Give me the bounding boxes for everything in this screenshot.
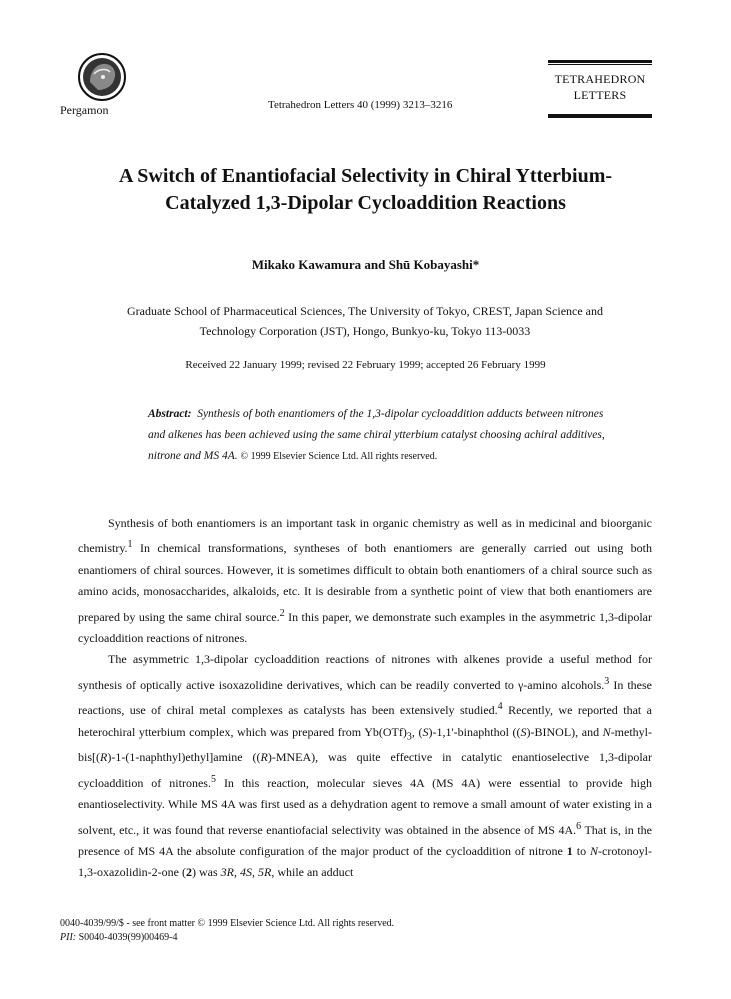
page-footer — [60, 917, 394, 945]
received-dates: Received 22 January 1999; revised 22 February 1999; accepted 26 February 1999 — [185, 359, 546, 371]
masthead-bottom-rule — [548, 115, 652, 118]
body-paragraph-1: Synthesis of both enantiomers is an important task in organic chemistry as well as in medicinal and bioorganic chemistry.$^1$ In chemical transformations, syntheses of both enantiomers are generally carried out using both enantiomers of chiral sources. However, it is sometimes difficult to obtain both enantiomers of a chiral source such as amino acids, monosaccharides, alkaloids, etc. It is desirable from a synthetic point of view that both enantiomers are prepared by using the same chiral source.$^2$ In this paper, we demonstrate such examples in the asymmetric 1,3-dipolar cycloaddition reactions of nitrones. — [78, 516, 652, 646]
publisher-name: Pergamon — [60, 103, 109, 117]
title-line-2: Catalyzed 1,3-Dipolar Cycloaddition Reactions — [165, 192, 566, 214]
article-title — [60, 163, 671, 217]
article-body — [78, 513, 652, 884]
affiliation — [100, 301, 630, 341]
journal-name-line1: TETRAHEDRON — [554, 72, 646, 86]
abstract-copyright: © 1999 Elsevier Science Ltd. All rights reserved. — [240, 451, 438, 462]
abstract-text: Synthesis of both enantiomers of the 1,3-dipolar cycloaddition adducts between nitrones and alkenes has been achieved using the same chiral ytterbium catalyst choosing achiral additives, nitrone and MS 4A. — [148, 408, 605, 462]
abstract-label: Abstract: — [148, 408, 192, 420]
pergamon-emblem-icon — [76, 52, 128, 102]
affiliation-line-1: Graduate School of Pharmaceutical Sciences, The University of Tokyo, CREST, Japan Science and — [126, 304, 604, 318]
title-line-1: A Switch of Enantiofacial Selectivity in Chiral Ytterbium- — [118, 165, 613, 187]
affiliation-line-2: Technology Corporation (JST), Hongo, Bunkyo-ku, Tokyo 113-0033 — [199, 324, 531, 338]
journal-name — [548, 65, 652, 113]
journal-name-line2: LETTERS — [573, 88, 627, 102]
authors: Mikako Kawamura and Shū Kobayashi* — [251, 257, 480, 272]
footer-pii: PII: S0040-4039(99)00469-4 — [60, 932, 178, 943]
masthead-top-rule — [548, 60, 652, 63]
body-paragraph-2: The asymmetric 1,3-dipolar cycloaddition reactions of nitrones with alkenes provide a useful method for synthesis of optically active isoxazolidine derivatives, which can be readily converted to γ-amino alcohols.$^3$ In these reactions, use of chiral metal complexes as catalysts has been extensively studied.$^4$ Recently, we reported that a heterochiral ytterbium complex, which was prepared from $Yb(OTf)_3$, (S)-1,1'-binaphthol ((S)-BINOL), and N-methyl-bis[(R)-1-(1-naphthyl)ethyl]amine ((R)-MNEA), was quite effective in catalytic enantioselective 1,3-dipolar cycloaddition of nitrones.$^5$ In this reaction, molecular sieves 4A (MS 4A) were essential to provide high enantioselectivity. While MS 4A was first used as a dehydration agent to remove a small amount of water existing in a solvent, etc., it was found that reverse enantiofacial selectivity was obtained in the absence of MS 4A.$^6$ That is, in the presence of MS 4A the absolute configuration of the major product of the cycloaddition of nitrone 1 to N-crotonoyl-1,3-oxazolidin-2-one (2) was 3R, 4S, 5R, while an adduct — [78, 652, 653, 880]
journal-citation: Tetrahedron Letters 40 (1999) 3213–3216 — [268, 99, 453, 111]
footer-front-matter: 0040-4039/99/$ - see front matter © 1999 Elsevier Science Ltd. All rights reserved. — [60, 918, 395, 929]
publisher-logo — [76, 52, 128, 102]
abstract — [148, 404, 608, 467]
journal-masthead — [548, 60, 652, 118]
